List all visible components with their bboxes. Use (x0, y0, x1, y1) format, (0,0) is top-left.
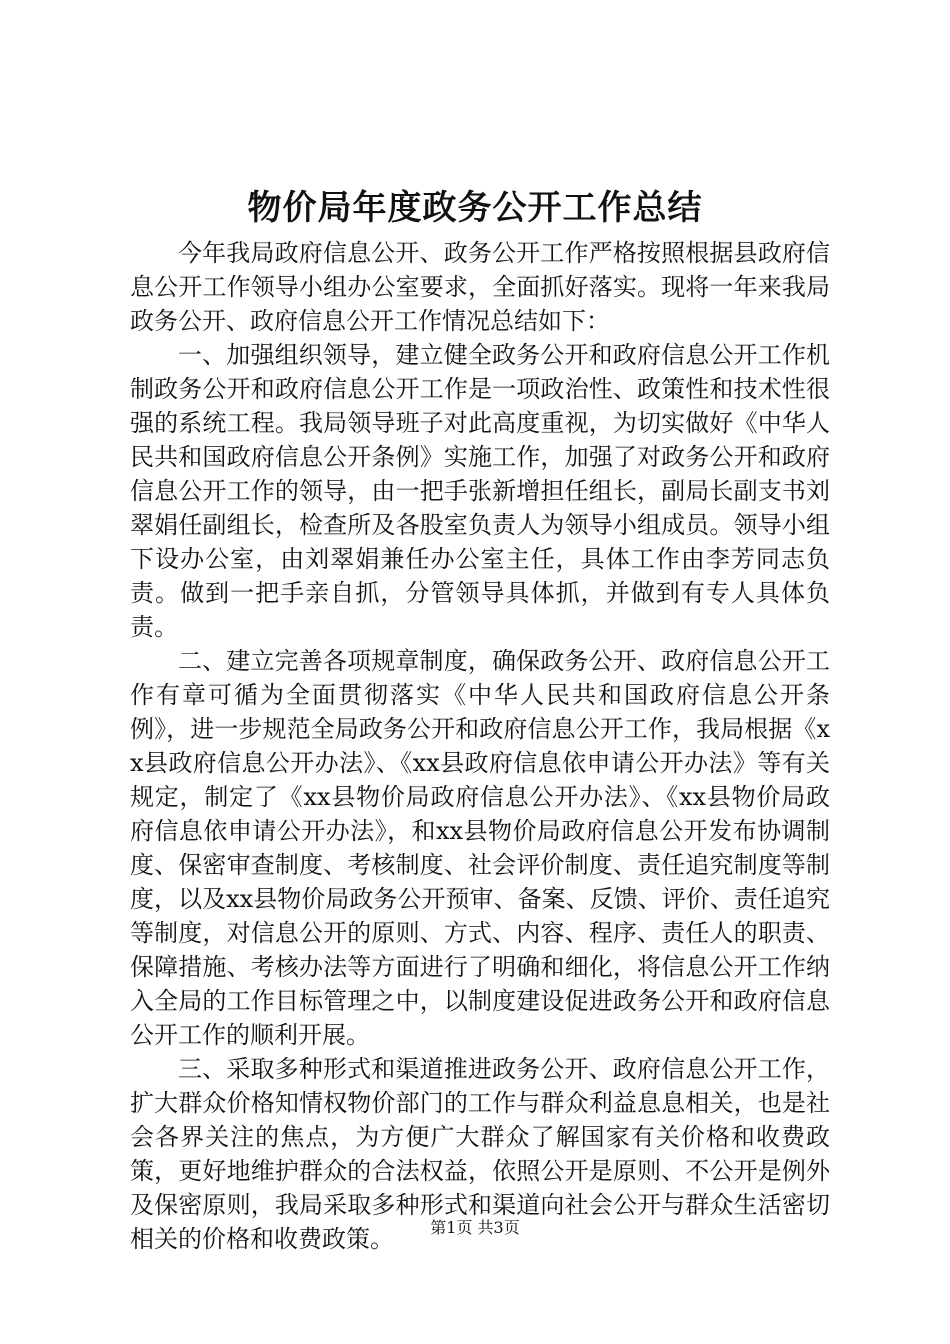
intro-paragraph: 今年我局政府信息公开、政务公开工作严格按照根据县政府信息公开工作领导小组办公室要求，全面抓好落实。现将一年来我局政务公开、政府信息公开工作情况总结如下： (130, 239, 830, 335)
document-title: 物价局年度政务公开工作总结 (247, 188, 703, 228)
section-three-paragraph: 三、采取多种形式和渠道推进政务公开、政府信息公开工作，扩大群众价格知情权物价部门的工作与群众利益息息相关，也是社会各界关注的焦点，为方便广大群众了解国家有关价格和收费政策，更好地维护群众的合法权益，依照公开是原则、不公开是例外及保密原则，我局采取多种形式和渠道向社会公开与群众生活密切相关的价格和收费政策。 (130, 1055, 830, 1253)
section-two-paragraph: 二、建立完善各项规章制度，确保政务公开、政府信息公开工作有章可循为全面贯彻落实《中华人民共和国政府信息公开条例》，进一步规范全局政务公开和政府信息公开工作，我局根据《xx县政府信息公开办法》、《xx县政府信息依申请公开办法》等有关规定，制定了《xx县物价局政府信息公开办法》、《xx县物价局政府信息依申请公开办法》，和xx县物价局政府信息公开发布协调制度、保密审查制度、考核制度、社会评价制度、责任追究制度等制度，以及xx县物价局政务公开预审、备案、反馈、评价、责任追究等制度，对信息公开的原则、方式、内容、程序、责任人的职责、保障措施、考核办法等方面进行了明确和细化，将信息公开工作纳入全局的工作目标管理之中，以制度建设促进政务公开和政府信息公开工作的顺利开展。 (130, 647, 830, 1049)
page-number-footer: 第1页 共3页 (430, 1218, 520, 1237)
section-one-paragraph: 一、加强组织领导，建立健全政务公开和政府信息公开工作机制政务公开和政府信息公开工作是一项政治性、政策性和技术性很强的系统工程。我局领导班子对此高度重视，为切实做好《中华人民共和国政府信息公开条例》实施工作，加强了对政务公开和政府信息公开工作的领导，由一把手张新增担任组长，副局长副支书刘翠娟任副组长，检查所及各股室负责人为领导小组成员。领导小组下设办公室，由刘翠娟兼任办公室主任，具体工作由李芳同志负责。做到一把手亲自抓，分管领导具体抓，并做到有专人具体负责。 (130, 341, 830, 641)
document-body (130, 236, 830, 1256)
